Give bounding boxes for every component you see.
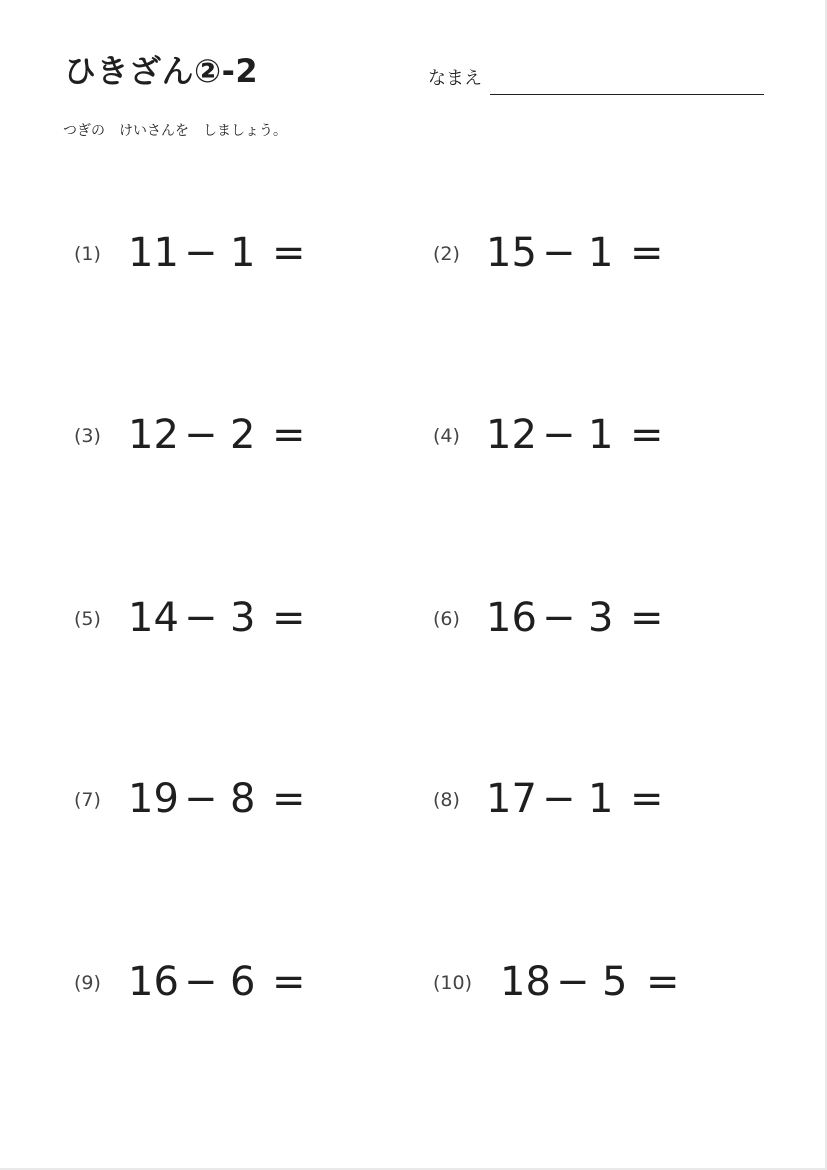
- problem-number: (6): [433, 608, 460, 630]
- problem-minuend: 17: [486, 776, 537, 822]
- problem-minuend: 14: [128, 595, 179, 641]
- equals-sign: =: [272, 595, 306, 641]
- problem-number: (3): [74, 425, 101, 447]
- equals-sign: =: [272, 776, 306, 822]
- problem-subtrahend: 1: [588, 776, 614, 822]
- minus-sign: −: [184, 776, 218, 822]
- problem-subtrahend: 2: [230, 412, 256, 458]
- name-write-line[interactable]: [490, 94, 764, 95]
- equals-sign: =: [630, 230, 664, 276]
- equals-sign: =: [646, 959, 680, 1005]
- problem-minuend: 16: [128, 959, 179, 1005]
- problem-subtrahend: 6: [230, 959, 256, 1005]
- problem-minuend: 15: [486, 230, 537, 276]
- problem-minuend: 18: [500, 959, 551, 1005]
- problem-subtrahend: 8: [230, 776, 256, 822]
- problem-subtrahend: 1: [588, 412, 614, 458]
- problem-minuend: 12: [128, 412, 179, 458]
- problem-number: (1): [74, 243, 101, 265]
- problem-number: (10): [433, 972, 473, 994]
- equals-sign: =: [630, 412, 664, 458]
- equals-sign: =: [272, 412, 306, 458]
- minus-sign: −: [184, 230, 218, 276]
- minus-sign: −: [184, 412, 218, 458]
- problem-number: (5): [74, 608, 101, 630]
- problem-minuend: 16: [486, 595, 537, 641]
- minus-sign: −: [542, 776, 576, 822]
- problem-number: (7): [74, 789, 101, 811]
- name-label: なまえ: [428, 68, 482, 89]
- problem-minuend: 12: [486, 412, 537, 458]
- problem-number: (2): [433, 243, 460, 265]
- problem-subtrahend: 1: [588, 230, 614, 276]
- minus-sign: −: [542, 595, 576, 641]
- problem-number: (4): [433, 425, 460, 447]
- name-field: [428, 66, 768, 98]
- problem-number: (8): [433, 789, 460, 811]
- instruction-text: つぎの けいさんを しましょう。: [63, 123, 287, 139]
- minus-sign: −: [542, 230, 576, 276]
- problem-subtrahend: 3: [588, 595, 614, 641]
- equals-sign: =: [272, 959, 306, 1005]
- problem-minuend: 11: [128, 230, 179, 276]
- minus-sign: −: [556, 959, 590, 1005]
- equals-sign: =: [272, 230, 306, 276]
- minus-sign: −: [184, 959, 218, 1005]
- equals-sign: =: [630, 595, 664, 641]
- problem-subtrahend: 3: [230, 595, 256, 641]
- equals-sign: =: [630, 776, 664, 822]
- minus-sign: −: [184, 595, 218, 641]
- problem-subtrahend: 5: [602, 959, 628, 1005]
- minus-sign: −: [542, 412, 576, 458]
- page-title: ひきざん②-2: [64, 52, 259, 90]
- problem-number: (9): [74, 972, 101, 994]
- problem-subtrahend: 1: [230, 230, 256, 276]
- problem-minuend: 19: [128, 776, 179, 822]
